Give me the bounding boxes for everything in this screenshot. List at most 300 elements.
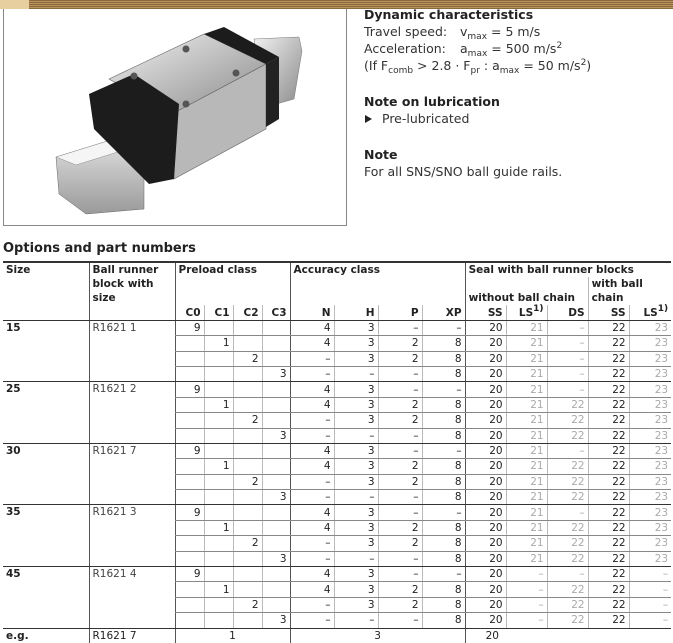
column-header-ls: LS$^{1)}$ (506, 305, 547, 320)
table-cell: 2 (378, 474, 422, 489)
table-cell: 4 (290, 320, 334, 335)
table-cell: – (506, 567, 547, 582)
table-cell: – (290, 366, 334, 381)
table-cell: 23 (629, 351, 671, 366)
table-cell: 23 (629, 505, 671, 520)
table-cell: – (422, 443, 465, 458)
table-cell (233, 320, 262, 335)
table-cell: – (290, 474, 334, 489)
travel-speed-row (364, 23, 669, 40)
table-cell: 21 (506, 474, 547, 489)
table-cell (262, 413, 290, 428)
table-cell: 20 (465, 413, 506, 428)
table-cell: – (547, 351, 588, 366)
table-cell: 22 (588, 613, 629, 628)
table-cell: 4 (290, 505, 334, 520)
size-cell: 15 (3, 320, 89, 382)
table-cell: 20 (465, 520, 506, 535)
example-row (3, 628, 671, 643)
table-cell (204, 366, 233, 381)
table-cell (262, 351, 290, 366)
table-cell (175, 582, 204, 597)
table-cell: 20 (465, 397, 506, 412)
table-cell (204, 567, 233, 582)
size-cell: 25 (3, 382, 89, 444)
table-cell: – (506, 582, 547, 597)
size-cell: 45 (3, 567, 89, 629)
table-cell (175, 613, 204, 628)
table-cell: 3 (334, 536, 378, 551)
table-cell: 8 (422, 613, 465, 628)
table-cell: 20 (465, 597, 506, 612)
table-cell: 22 (547, 413, 588, 428)
table-cell: 22 (547, 459, 588, 474)
table-cell: 23 (629, 490, 671, 505)
note-title: Note (364, 147, 398, 162)
table-cell (204, 320, 233, 335)
table-cell: 2 (378, 520, 422, 535)
table-cell: 22 (588, 505, 629, 520)
column-header-c2: C2 (233, 305, 262, 320)
table-cell: – (334, 428, 378, 443)
table-row (3, 382, 671, 397)
table-cell: 22 (547, 536, 588, 551)
table-cell: 2 (378, 397, 422, 412)
table-cell: 2 (233, 597, 262, 612)
travel-speed-value: $v_{max} = 5$ m/s (460, 24, 541, 42)
table-cell: 20 (465, 443, 506, 458)
table-cell: 22 (588, 520, 629, 535)
table-cell: 8 (422, 397, 465, 412)
table-cell (204, 505, 233, 520)
table-cell: – (378, 567, 422, 582)
table-cell: 22 (547, 428, 588, 443)
table-cell: 23 (629, 320, 671, 335)
table-cell: 22 (588, 474, 629, 489)
table-cell: 23 (629, 428, 671, 443)
table-cell (233, 551, 262, 566)
without-chain-header: without ball chain (465, 277, 588, 305)
table-cell: 22 (547, 613, 588, 628)
table-cell: 1 (204, 459, 233, 474)
table-cell: – (422, 382, 465, 397)
table-cell: 22 (588, 320, 629, 335)
example-runner: R1621 7 (89, 628, 175, 643)
table-cell: 3 (262, 490, 290, 505)
table-cell: 2 (233, 351, 262, 366)
table-cell: 21 (506, 505, 547, 520)
column-header-ss: SS (465, 305, 506, 320)
table-cell: 3 (334, 382, 378, 397)
accuracy-header: Accuracy class (290, 262, 465, 277)
table-cell: 21 (506, 536, 547, 551)
table-cell: 22 (547, 397, 588, 412)
table-cell: 21 (506, 551, 547, 566)
table-cell: 22 (588, 366, 629, 381)
table-cell: 20 (465, 536, 506, 551)
table-cell (262, 474, 290, 489)
table-cell: 2 (378, 597, 422, 612)
table-cell: 3 (262, 551, 290, 566)
table-cell (175, 551, 204, 566)
table-cell: – (378, 505, 422, 520)
table-body (3, 320, 671, 628)
table-cell: – (547, 505, 588, 520)
table-cell: – (334, 490, 378, 505)
specs-panel (364, 6, 669, 180)
table-cell (204, 351, 233, 366)
table-cell: 3 (262, 428, 290, 443)
table-cell: – (547, 443, 588, 458)
table-cell (233, 613, 262, 628)
table-cell: 23 (629, 520, 671, 535)
table-cell: 20 (465, 366, 506, 381)
table-cell: 3 (334, 474, 378, 489)
table-cell (175, 520, 204, 535)
table-cell: 22 (588, 490, 629, 505)
table-cell: 22 (547, 551, 588, 566)
table-cell: 9 (175, 320, 204, 335)
table-cell: 8 (422, 428, 465, 443)
table-cell: – (378, 443, 422, 458)
runner-cell: R1621 3 (89, 505, 175, 567)
table-cell (262, 397, 290, 412)
table-cell (233, 366, 262, 381)
table-cell: 4 (290, 520, 334, 535)
table-cell: 4 (290, 336, 334, 351)
column-header-n: N (290, 305, 334, 320)
table-cell (175, 397, 204, 412)
table-cell: 20 (465, 428, 506, 443)
table-cell: 3 (334, 351, 378, 366)
table-cell: – (547, 366, 588, 381)
table-cell (233, 382, 262, 397)
table-cell: 4 (290, 582, 334, 597)
table-cell: 3 (334, 459, 378, 474)
table-cell: 23 (629, 459, 671, 474)
example-preload: 1 (175, 628, 290, 643)
table-cell: – (290, 351, 334, 366)
acceleration-row (364, 40, 669, 57)
table-cell: 22 (588, 582, 629, 597)
table-cell (262, 443, 290, 458)
preload-header: Preload class (175, 262, 290, 277)
table-cell: – (378, 320, 422, 335)
table-cell: – (290, 428, 334, 443)
table-cell (262, 567, 290, 582)
table-cell: 21 (506, 397, 547, 412)
table-header-row (3, 262, 671, 277)
runner-cell: R1621 4 (89, 567, 175, 629)
table-cell: 22 (547, 520, 588, 535)
table-cell: – (290, 536, 334, 551)
table-cell: 2 (378, 413, 422, 428)
table-cell: 2 (378, 582, 422, 597)
table-cell (233, 520, 262, 535)
table-cell: 22 (588, 551, 629, 566)
table-cell: – (547, 382, 588, 397)
example-seal: 20 (465, 628, 671, 643)
column-header-c3: C3 (262, 305, 290, 320)
table-cell: 20 (465, 551, 506, 566)
table-cell (233, 567, 262, 582)
table-cell (262, 520, 290, 535)
table-cell: – (378, 382, 422, 397)
table-cell: 22 (588, 382, 629, 397)
table-cell (233, 397, 262, 412)
table-cell (262, 597, 290, 612)
table-cell: 9 (175, 382, 204, 397)
table-cell (262, 459, 290, 474)
table-cell: 22 (588, 351, 629, 366)
table-cell: – (334, 613, 378, 628)
table-cell: 2 (233, 474, 262, 489)
table-cell (233, 582, 262, 597)
table-cell: 8 (422, 459, 465, 474)
table-cell: 9 (175, 505, 204, 520)
table-cell: 3 (262, 366, 290, 381)
table-cell: 2 (233, 413, 262, 428)
ball-runner-block-illustration (4, 9, 346, 225)
table-cell (262, 536, 290, 551)
table-cell: 3 (334, 582, 378, 597)
dynamic-characteristics-title: Dynamic characteristics (364, 7, 534, 22)
table-cell: 3 (334, 567, 378, 582)
table-cell: 1 (204, 582, 233, 597)
table-cell: 21 (506, 459, 547, 474)
table-cell (262, 382, 290, 397)
table-cell: 20 (465, 382, 506, 397)
runner-cell: R1621 7 (89, 443, 175, 505)
table-cell: 23 (629, 551, 671, 566)
table-cell: 2 (378, 351, 422, 366)
table-cell: 21 (506, 382, 547, 397)
runner-header: Ball runner block with size (89, 262, 175, 320)
table-cell: 8 (422, 597, 465, 612)
table-cell: 20 (465, 351, 506, 366)
table-row (3, 320, 671, 335)
table-cell: 8 (422, 490, 465, 505)
table-cell: – (547, 320, 588, 335)
table-row (3, 567, 671, 582)
table-cell: 2 (233, 536, 262, 551)
column-header-ls: LS$^{1)}$ (629, 305, 671, 320)
table-cell: 23 (629, 336, 671, 351)
column-header-h: H (334, 305, 378, 320)
table-cell: – (422, 505, 465, 520)
table-cell: 2 (378, 536, 422, 551)
table-cell (204, 443, 233, 458)
options-table (3, 261, 671, 643)
table-cell: 22 (547, 597, 588, 612)
table-cell: 8 (422, 336, 465, 351)
table-cell (204, 413, 233, 428)
table-cell: 1 (204, 397, 233, 412)
table-cell: 21 (506, 320, 547, 335)
runner-cell: R1621 2 (89, 382, 175, 444)
table-cell: – (629, 582, 671, 597)
table-cell: 20 (465, 320, 506, 335)
table-cell: – (290, 490, 334, 505)
table-cell: 3 (334, 320, 378, 335)
table-cell (204, 490, 233, 505)
table-cell (204, 613, 233, 628)
table-cell: – (334, 551, 378, 566)
bullet-triangle-icon (365, 115, 372, 123)
table-cell (175, 597, 204, 612)
table-cell (233, 459, 262, 474)
table-cell (204, 428, 233, 443)
lubrication-title: Note on lubrication (364, 94, 500, 109)
table-cell: – (378, 428, 422, 443)
table-cell (175, 490, 204, 505)
table-cell: 23 (629, 413, 671, 428)
table-cell: – (547, 336, 588, 351)
table-cell: 8 (422, 474, 465, 489)
table-cell: 3 (262, 613, 290, 628)
table-row (3, 443, 671, 458)
column-header-p: P (378, 305, 422, 320)
travel-speed-label: Travel speed: (364, 24, 448, 39)
table-cell (175, 336, 204, 351)
table-cell: – (378, 613, 422, 628)
table-cell: 8 (422, 351, 465, 366)
table-cell (262, 336, 290, 351)
table-cell: – (629, 597, 671, 612)
table-cell: 22 (588, 413, 629, 428)
table-cell (204, 551, 233, 566)
table-cell: 22 (588, 459, 629, 474)
table-cell: 23 (629, 382, 671, 397)
table-cell: 21 (506, 490, 547, 505)
table-cell: 3 (334, 505, 378, 520)
table-cell: – (422, 320, 465, 335)
table-cell: 3 (334, 443, 378, 458)
table-cell (175, 474, 204, 489)
table-cell: 22 (588, 567, 629, 582)
table-cell: 22 (588, 597, 629, 612)
table-cell: 8 (422, 551, 465, 566)
table-cell (175, 351, 204, 366)
table-cell: – (290, 551, 334, 566)
table-cell: 23 (629, 397, 671, 412)
lubrication-item: Pre-lubricated (364, 110, 669, 127)
table-cell (262, 505, 290, 520)
column-header-c0: C0 (175, 305, 204, 320)
table-cell: 4 (290, 459, 334, 474)
table-cell: 4 (290, 382, 334, 397)
table-cell: – (506, 613, 547, 628)
table-cell: 21 (506, 413, 547, 428)
table-cell: 20 (465, 505, 506, 520)
table-cell: – (547, 567, 588, 582)
table-cell: 21 (506, 520, 547, 535)
table-cell: 3 (334, 413, 378, 428)
table-cell (204, 536, 233, 551)
table-cell: 2 (378, 459, 422, 474)
table-cell (262, 582, 290, 597)
table-cell: 20 (465, 490, 506, 505)
note-text: For all SNS/SNO ball guide rails. (364, 164, 563, 179)
table-cell: 22 (588, 443, 629, 458)
table-cell (233, 336, 262, 351)
table-cell: 21 (506, 443, 547, 458)
with-chain-header: with ball chain (588, 277, 671, 305)
table-cell: 22 (547, 582, 588, 597)
table-cell: – (629, 567, 671, 582)
table-cell: 1 (204, 520, 233, 535)
table-cell (233, 443, 262, 458)
table-cell (233, 490, 262, 505)
table-row (3, 505, 671, 520)
table-cell: 22 (547, 490, 588, 505)
table-cell: 22 (588, 336, 629, 351)
table-cell: 20 (465, 567, 506, 582)
table-cell (175, 459, 204, 474)
column-header-ds: DS (547, 305, 588, 320)
table-cell: 3 (334, 597, 378, 612)
table-cell (175, 413, 204, 428)
column-header-ss: SS (588, 305, 629, 320)
table-cell: – (506, 597, 547, 612)
acceleration-condition: (If $F_{comb} > 2.8 \cdot F_{pr}$ : $a_{max} = 50$ $m/s^2$) (364, 58, 592, 76)
table-cell: – (290, 597, 334, 612)
table-cell: 22 (547, 474, 588, 489)
options-section-title: Options and part numbers (3, 241, 196, 256)
table-cell: 20 (465, 582, 506, 597)
table-cell: – (378, 551, 422, 566)
table-cell: 3 (334, 336, 378, 351)
table-cell: 9 (175, 567, 204, 582)
table-cell: 4 (290, 443, 334, 458)
table-cell (175, 536, 204, 551)
table-cell (175, 428, 204, 443)
table-cell: 4 (290, 567, 334, 582)
table-cell: 20 (465, 336, 506, 351)
table-cell: 23 (629, 366, 671, 381)
table-cell: 3 (334, 397, 378, 412)
table-cell (233, 505, 262, 520)
table-cell: 8 (422, 582, 465, 597)
top-bar-tab (0, 0, 29, 9)
table-cell: 20 (465, 459, 506, 474)
seal-header: Seal with ball runner blocks (465, 262, 671, 277)
table-cell: 8 (422, 520, 465, 535)
table-cell: 21 (506, 336, 547, 351)
table-cell (175, 366, 204, 381)
runner-cell: R1621 1 (89, 320, 175, 382)
table-cell: – (629, 613, 671, 628)
table-cell: 21 (506, 351, 547, 366)
table-cell: 20 (465, 613, 506, 628)
acceleration-label: Acceleration: (364, 41, 446, 56)
table-cell: 21 (506, 366, 547, 381)
table-cell: – (290, 613, 334, 628)
table-cell: 20 (465, 474, 506, 489)
acceleration-value: $a_{max} = 500$ $m/s^2$ (460, 41, 563, 59)
table-cell: 22 (588, 536, 629, 551)
table-cell: 23 (629, 443, 671, 458)
table-cell: 1 (204, 336, 233, 351)
size-cell: 35 (3, 505, 89, 567)
table-cell (204, 597, 233, 612)
table-cell (233, 428, 262, 443)
table-cell: – (378, 366, 422, 381)
table-cell (204, 382, 233, 397)
table-cell: 8 (422, 366, 465, 381)
example-label: e.g. (6, 629, 29, 642)
table-cell: 4 (290, 397, 334, 412)
